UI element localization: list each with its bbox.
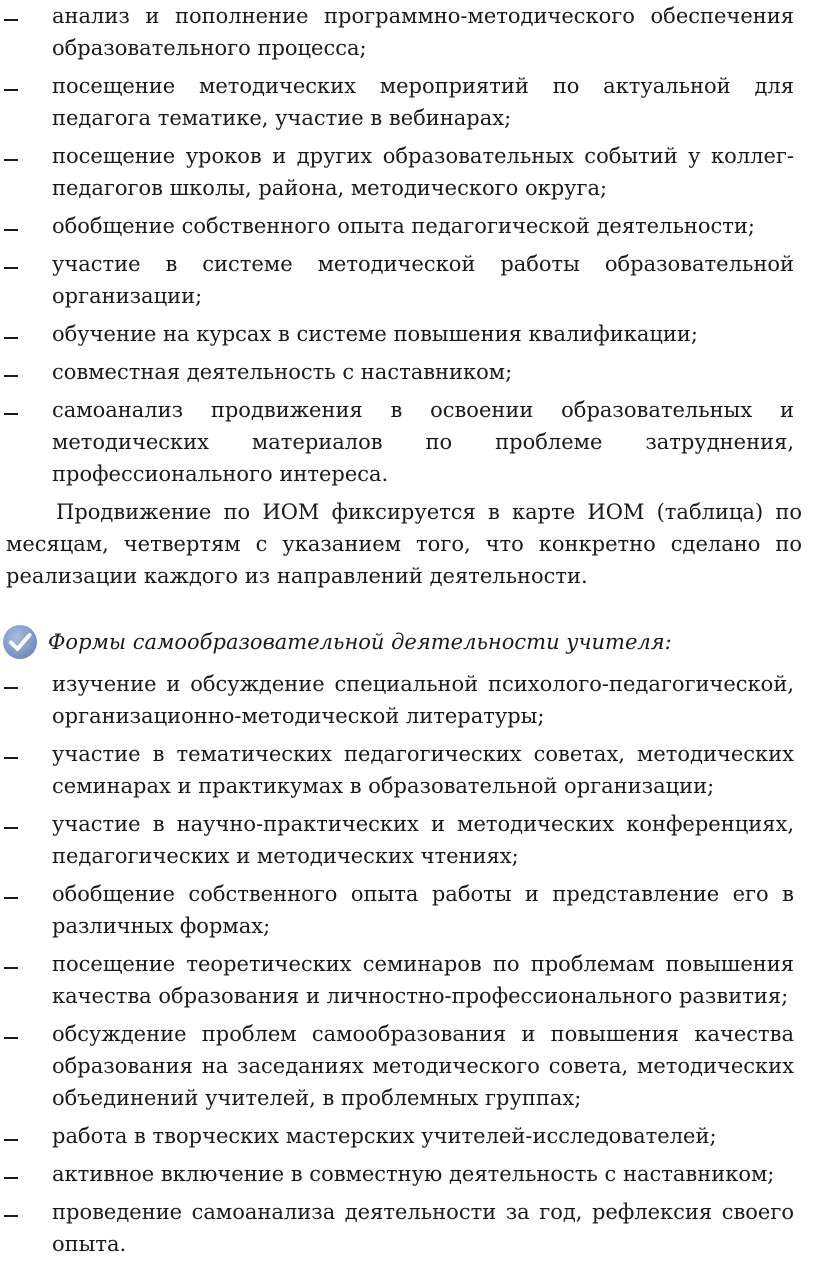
list-item: изучение и обсуждение специальной психолого-педагогической, организационно-методической литературы;	[0, 668, 816, 732]
list-item: участие в системе методической работы образовательной организации;	[0, 248, 816, 312]
list-item: обучение на курсах в системе повышения квалификации;	[0, 318, 816, 350]
activity-list	[0, 0, 816, 490]
list-item: посещение методических мероприятий по актуальной для педагога тематике, участие в вебинарах;	[0, 70, 816, 134]
list-item: активное включение в совместную деятельность с наставником;	[0, 1158, 816, 1190]
list-item: анализ и пополнение программно-методического обеспечения образовательного процесса;	[0, 0, 816, 64]
list-item: самоанализ продвижения в освоении образовательных и методических материалов по проблеме затруднения, профессионального интереса.	[0, 394, 816, 490]
list-item: совместная деятельность с наставником;	[0, 356, 816, 388]
list-item: проведение самоанализа деятельности за год, рефлексия своего опыта.	[0, 1196, 816, 1260]
section-heading	[2, 624, 816, 660]
list-item: участие в научно-практических и методических конференциях, педагогических и методических чтениях;	[0, 808, 816, 872]
check-circle-icon	[2, 624, 38, 660]
list-item: обобщение собственного опыта педагогической деятельности;	[0, 210, 816, 242]
list-item: посещение теоретических семинаров по проблемам повышения качества образования и личностно-профессионального развития;	[0, 948, 816, 1012]
forms-list	[0, 668, 816, 1260]
progress-paragraph: Продвижение по ИОМ фиксируется в карте ИОМ (таблица) по месяцам, четвертям с указанием того, что конкретно сделано по реализации каждого из направлений деятельности.	[6, 500, 802, 588]
list-item: работа в творческих мастерских учителей-исследователей;	[0, 1120, 816, 1152]
list-item: обсуждение проблем самообразования и повышения качества образования на заседаниях методического совета, методических объединений учителей, в проблемных группах;	[0, 1018, 816, 1114]
list-item: посещение уроков и других образовательных событий у коллег-педагогов школы, района, методического округа;	[0, 140, 816, 204]
section-heading-text: Формы самообразовательной деятельности учителя:	[48, 630, 672, 654]
list-item: участие в тематических педагогических советах, методических семинарах и практикумах в образовательной организации;	[0, 738, 816, 802]
list-item: обобщение собственного опыта работы и представление его в различных формах;	[0, 878, 816, 942]
